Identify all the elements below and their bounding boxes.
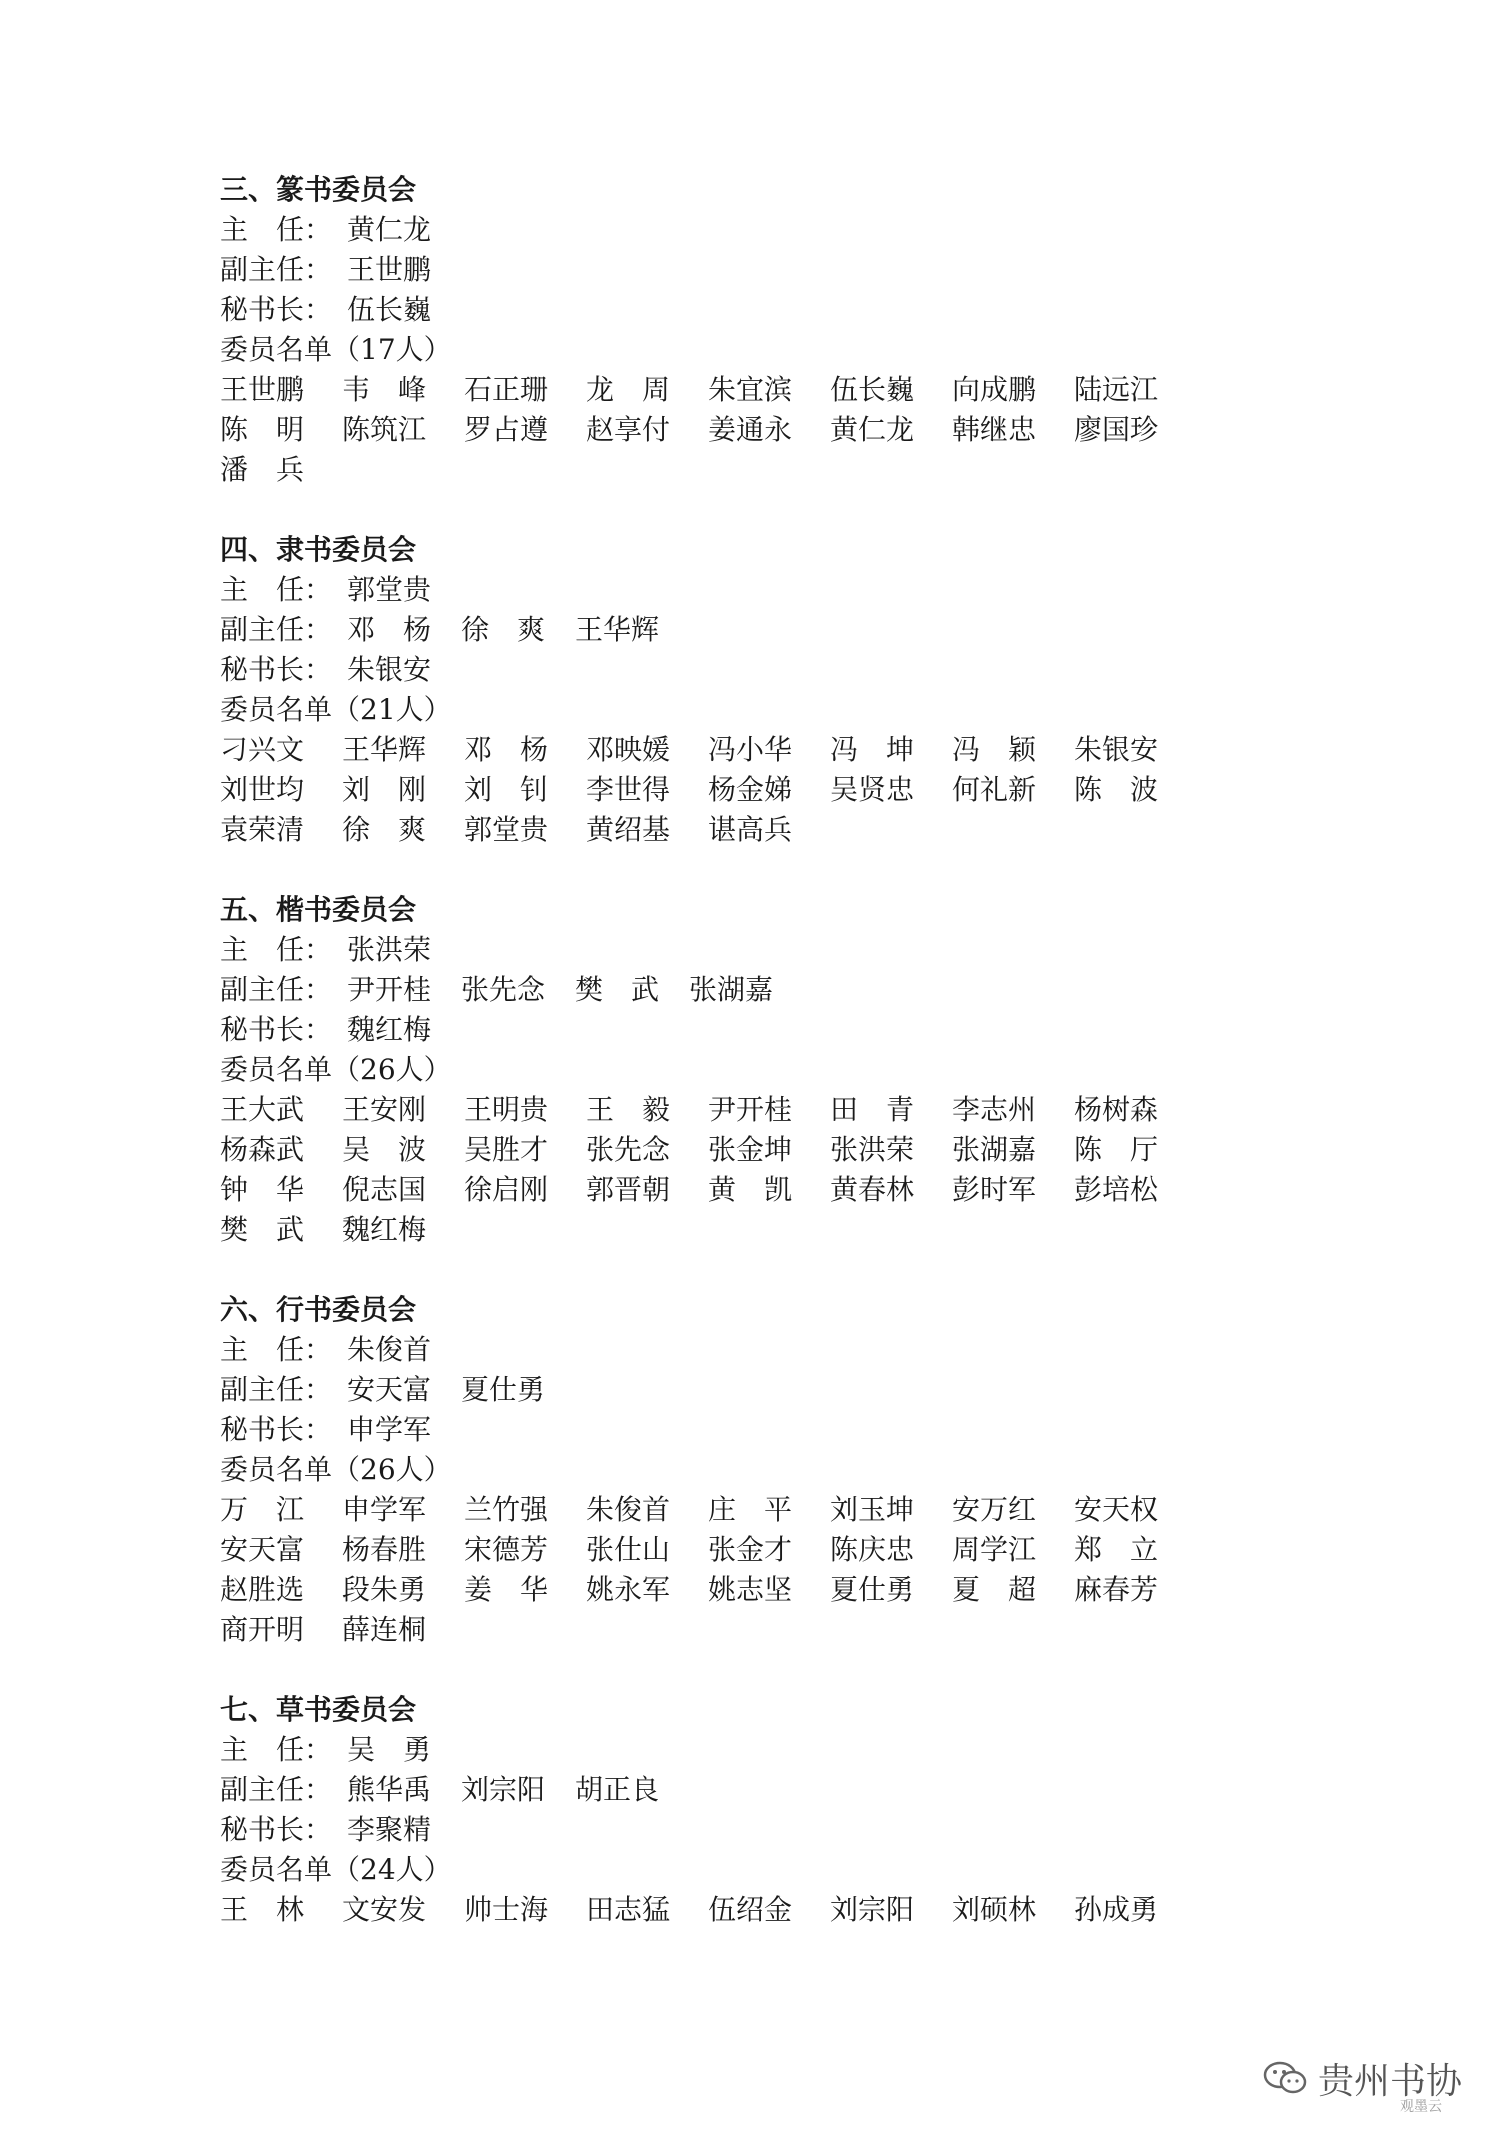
member-name: 吴 波 bbox=[342, 1133, 427, 1166]
member-name: 杨金娣 bbox=[708, 773, 793, 806]
members-label: 委员名单（26人） bbox=[220, 1053, 452, 1086]
member-name: 王华辉 bbox=[342, 733, 427, 766]
role-label: 副主任： bbox=[220, 1373, 333, 1406]
role-label: 主 任： bbox=[220, 1333, 333, 1366]
role-line bbox=[220, 1810, 1400, 1850]
member-name: 魏红梅 bbox=[342, 1213, 427, 1246]
member-name: 伍绍金 bbox=[708, 1893, 793, 1926]
role-line bbox=[220, 1730, 1400, 1770]
role-label: 副主任： bbox=[220, 1773, 333, 1806]
member-name: 陈庆忠 bbox=[830, 1533, 915, 1566]
member-name: 黄绍基 bbox=[586, 813, 671, 846]
section-heading: 三、篆书委员会 bbox=[220, 173, 417, 206]
role-name: 王世鹏 bbox=[347, 253, 432, 286]
member-name: 王大武 bbox=[220, 1093, 305, 1126]
member-name: 杨春胜 bbox=[342, 1533, 427, 1566]
role-line bbox=[220, 1370, 1400, 1410]
member-name: 黄 凯 bbox=[708, 1173, 793, 1206]
member-name: 吴贤忠 bbox=[830, 773, 915, 806]
members-grid bbox=[220, 1090, 1400, 1250]
committee-section bbox=[220, 890, 1400, 1250]
member-name: 刘 刚 bbox=[342, 773, 427, 806]
role-label: 秘书长： bbox=[220, 1413, 333, 1446]
role-line bbox=[220, 1330, 1400, 1370]
member-name: 姜 华 bbox=[464, 1573, 549, 1606]
member-name: 吴胜才 bbox=[464, 1133, 549, 1166]
role-line bbox=[220, 250, 1400, 290]
member-name: 薛连桐 bbox=[342, 1613, 427, 1646]
member-name: 郭晋朝 bbox=[586, 1173, 671, 1206]
member-name: 张洪荣 bbox=[830, 1133, 915, 1166]
member-name: 杨森武 bbox=[220, 1133, 305, 1166]
member-name: 李志州 bbox=[952, 1093, 1037, 1126]
watermark-text: 贵州书协 bbox=[1318, 2060, 1463, 2102]
role-name: 张湖嘉 bbox=[689, 973, 774, 1006]
member-name: 冯 颖 bbox=[952, 733, 1037, 766]
member-name: 张金才 bbox=[708, 1533, 793, 1566]
role-line bbox=[220, 1410, 1400, 1450]
watermark-subtext: 观墨云 bbox=[1400, 2099, 1442, 2115]
member-name: 冯小华 bbox=[708, 733, 793, 766]
role-name: 王华辉 bbox=[575, 613, 660, 646]
member-name: 王 林 bbox=[220, 1893, 305, 1926]
member-name: 田志猛 bbox=[586, 1893, 671, 1926]
member-name: 郑 立 bbox=[1074, 1533, 1159, 1566]
role-label: 秘书长： bbox=[220, 1013, 333, 1046]
members-label: 委员名单（26人） bbox=[220, 1453, 452, 1486]
member-name: 伍长巍 bbox=[830, 373, 915, 406]
role-name: 熊华禹 bbox=[347, 1773, 432, 1806]
member-name: 彭时军 bbox=[952, 1173, 1037, 1206]
member-name: 帅士海 bbox=[464, 1893, 549, 1926]
member-name: 张湖嘉 bbox=[952, 1133, 1037, 1166]
role-label: 主 任： bbox=[220, 933, 333, 966]
member-name: 黄仁龙 bbox=[830, 413, 915, 446]
member-name: 石正珊 bbox=[464, 373, 549, 406]
role-line bbox=[220, 1010, 1400, 1050]
role-line bbox=[220, 210, 1400, 250]
role-line bbox=[220, 610, 1400, 650]
role-name: 尹开桂 bbox=[347, 973, 432, 1006]
member-name: 张仕山 bbox=[586, 1533, 671, 1566]
member-name: 樊 武 bbox=[220, 1213, 305, 1246]
role-name: 邓 杨 bbox=[347, 613, 432, 646]
section-heading: 七、草书委员会 bbox=[220, 1693, 417, 1726]
role-name: 魏红梅 bbox=[347, 1013, 432, 1046]
member-name: 田 青 bbox=[830, 1093, 915, 1126]
role-line bbox=[220, 650, 1400, 690]
member-name: 邓 杨 bbox=[464, 733, 549, 766]
member-name: 陈 厅 bbox=[1074, 1133, 1159, 1166]
members-label: 委员名单（17人） bbox=[220, 333, 452, 366]
member-name: 夏 超 bbox=[952, 1573, 1037, 1606]
role-name: 伍长巍 bbox=[347, 293, 432, 326]
member-name: 姚志坚 bbox=[708, 1573, 793, 1606]
member-name: 倪志国 bbox=[342, 1173, 427, 1206]
role-label: 秘书长： bbox=[220, 653, 333, 686]
member-name: 陈 明 bbox=[220, 413, 305, 446]
member-name: 谌高兵 bbox=[708, 813, 793, 846]
role-name: 夏仕勇 bbox=[461, 1373, 546, 1406]
role-label: 秘书长： bbox=[220, 293, 333, 326]
role-name: 刘宗阳 bbox=[461, 1773, 546, 1806]
member-name: 王 毅 bbox=[586, 1093, 671, 1126]
member-name: 廖国珍 bbox=[1074, 413, 1159, 446]
member-name: 刘硕林 bbox=[952, 1893, 1037, 1926]
members-grid bbox=[220, 730, 1400, 850]
committee-section bbox=[220, 170, 1400, 490]
wechat-icon bbox=[1262, 2058, 1310, 2098]
member-name: 刘玉坤 bbox=[830, 1493, 915, 1526]
member-name: 张先念 bbox=[586, 1133, 671, 1166]
role-name: 黄仁龙 bbox=[347, 213, 432, 246]
members-grid bbox=[220, 370, 1400, 490]
member-name: 安天权 bbox=[1074, 1493, 1159, 1526]
role-label: 主 任： bbox=[220, 573, 333, 606]
member-name: 何礼新 bbox=[952, 773, 1037, 806]
member-name: 王明贵 bbox=[464, 1093, 549, 1126]
member-name: 王安刚 bbox=[342, 1093, 427, 1126]
member-name: 姚永军 bbox=[586, 1573, 671, 1606]
member-name: 徐 爽 bbox=[342, 813, 427, 846]
role-label: 副主任： bbox=[220, 973, 333, 1006]
role-name: 安天富 bbox=[347, 1373, 432, 1406]
role-line bbox=[220, 1770, 1400, 1810]
member-name: 王世鹏 bbox=[220, 373, 305, 406]
member-name: 黄春林 bbox=[830, 1173, 915, 1206]
role-line bbox=[220, 570, 1400, 610]
member-name: 韩继忠 bbox=[952, 413, 1037, 446]
role-label: 主 任： bbox=[220, 1733, 333, 1766]
member-name: 杨树森 bbox=[1074, 1093, 1159, 1126]
committee-section bbox=[220, 1690, 1400, 1930]
member-name: 李世得 bbox=[586, 773, 671, 806]
members-grid bbox=[220, 1490, 1400, 1650]
member-name: 商开明 bbox=[220, 1613, 305, 1646]
member-name: 安万红 bbox=[952, 1493, 1037, 1526]
member-name: 夏仕勇 bbox=[830, 1573, 915, 1606]
members-label: 委员名单（21人） bbox=[220, 693, 452, 726]
member-name: 文安发 bbox=[342, 1893, 427, 1926]
role-label: 秘书长： bbox=[220, 1813, 333, 1846]
member-name: 周学江 bbox=[952, 1533, 1037, 1566]
member-name: 潘 兵 bbox=[220, 453, 305, 486]
role-name: 朱俊首 bbox=[347, 1333, 432, 1366]
role-line bbox=[220, 970, 1400, 1010]
member-name: 冯 坤 bbox=[830, 733, 915, 766]
member-name: 朱银安 bbox=[1074, 733, 1159, 766]
member-name: 陈 波 bbox=[1074, 773, 1159, 806]
role-name: 朱银安 bbox=[347, 653, 432, 686]
member-name: 郭堂贵 bbox=[464, 813, 549, 846]
member-name: 尹开桂 bbox=[708, 1093, 793, 1126]
role-name: 张先念 bbox=[461, 973, 546, 1006]
member-name: 徐启刚 bbox=[464, 1173, 549, 1206]
member-name: 罗占遵 bbox=[464, 413, 549, 446]
section-heading: 四、隶书委员会 bbox=[220, 533, 417, 566]
role-name: 胡正良 bbox=[575, 1773, 660, 1806]
member-name: 赵胜选 bbox=[220, 1573, 305, 1606]
role-name: 李聚精 bbox=[347, 1813, 432, 1846]
member-name: 刁兴文 bbox=[220, 733, 305, 766]
member-name: 龙 周 bbox=[586, 373, 671, 406]
member-name: 刘宗阳 bbox=[830, 1893, 915, 1926]
member-name: 赵享付 bbox=[586, 413, 671, 446]
member-name: 申学军 bbox=[342, 1493, 427, 1526]
role-name: 张洪荣 bbox=[347, 933, 432, 966]
members-label: 委员名单（24人） bbox=[220, 1853, 452, 1886]
member-name: 邓映媛 bbox=[586, 733, 671, 766]
member-name: 陈筑江 bbox=[342, 413, 427, 446]
committee-section bbox=[220, 1290, 1400, 1650]
members-grid bbox=[220, 1890, 1400, 1930]
member-name: 麻春芳 bbox=[1074, 1573, 1159, 1606]
committee-section bbox=[220, 530, 1400, 850]
role-line bbox=[220, 290, 1400, 330]
member-name: 彭培松 bbox=[1074, 1173, 1159, 1206]
role-line bbox=[220, 930, 1400, 970]
member-name: 庄 平 bbox=[708, 1493, 793, 1526]
member-name: 韦 峰 bbox=[342, 373, 427, 406]
member-name: 向成鹏 bbox=[952, 373, 1037, 406]
member-name: 刘 钊 bbox=[464, 773, 549, 806]
member-name: 宋德芳 bbox=[464, 1533, 549, 1566]
section-heading: 五、楷书委员会 bbox=[220, 893, 417, 926]
member-name: 万 江 bbox=[220, 1493, 305, 1526]
member-name: 朱宜滨 bbox=[708, 373, 793, 406]
role-name: 樊 武 bbox=[575, 973, 660, 1006]
member-name: 张金坤 bbox=[708, 1133, 793, 1166]
member-name: 孙成勇 bbox=[1074, 1893, 1159, 1926]
role-name: 吴 勇 bbox=[347, 1733, 432, 1766]
role-label: 副主任： bbox=[220, 613, 333, 646]
member-name: 袁荣清 bbox=[220, 813, 305, 846]
section-heading: 六、行书委员会 bbox=[220, 1293, 417, 1326]
role-name: 徐 爽 bbox=[461, 613, 546, 646]
member-name: 朱俊首 bbox=[586, 1493, 671, 1526]
member-name: 陆远江 bbox=[1074, 373, 1159, 406]
role-name: 申学军 bbox=[347, 1413, 432, 1446]
role-label: 主 任： bbox=[220, 213, 333, 246]
member-name: 安天富 bbox=[220, 1533, 305, 1566]
member-name: 段朱勇 bbox=[342, 1573, 427, 1606]
member-name: 姜通永 bbox=[708, 413, 793, 446]
member-name: 刘世均 bbox=[220, 773, 305, 806]
role-label: 副主任： bbox=[220, 253, 333, 286]
document-body bbox=[220, 170, 1400, 1970]
role-name: 郭堂贵 bbox=[347, 573, 432, 606]
member-name: 兰竹强 bbox=[464, 1493, 549, 1526]
member-name: 钟 华 bbox=[220, 1173, 305, 1206]
